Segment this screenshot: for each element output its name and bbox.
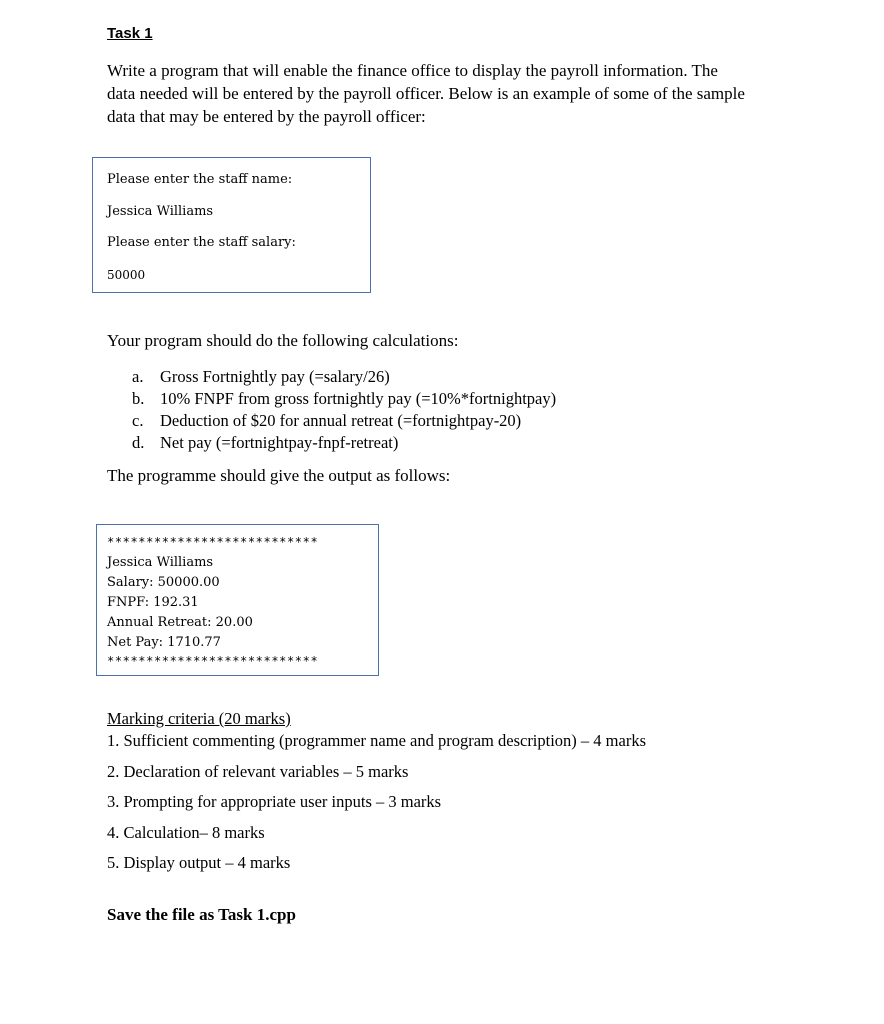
criteria-item: 4. Calculation– 8 marks	[107, 823, 265, 842]
save-file-note: Save the file as Task 1.cpp	[107, 905, 296, 924]
output-intro: The programme should give the output as follows:	[107, 466, 451, 485]
intro-paragraph	[107, 59, 797, 128]
output-line-name: Jessica Williams	[107, 555, 214, 570]
criteria-item: 5. Display output – 4 marks	[107, 853, 291, 872]
calculations-list	[132, 366, 556, 454]
input-value-name: Jessica Williams	[107, 204, 214, 219]
output-line-salary: Salary: 50000.00	[107, 575, 220, 590]
list-item-text: Gross Fortnightly pay (=salary/26)	[160, 367, 390, 386]
list-item	[132, 432, 556, 454]
output-stars-bottom: ***************************	[107, 654, 319, 668]
list-marker: d.	[132, 433, 145, 452]
criteria-item: 2. Declaration of relevant variables – 5 marks	[107, 762, 409, 781]
list-item-text: Net pay (=fortnightpay-fnpf-retreat)	[160, 433, 399, 452]
output-line-retreat: Annual Retreat: 20.00	[107, 615, 253, 630]
list-item-text: 10% FNPF from gross fortnightly pay (=10%*fortnightpay)	[160, 389, 557, 408]
output-line-netpay: Net Pay: 1710.77	[107, 635, 221, 650]
list-item	[132, 410, 556, 432]
input-prompt-name: Please enter the staff name:	[107, 172, 293, 187]
input-value-salary: 50000	[107, 268, 146, 282]
sample-input-box	[92, 157, 371, 293]
list-item	[132, 366, 556, 388]
sample-output-box	[96, 524, 379, 676]
criteria-item: 1. Sufficient commenting (programmer name and program description) – 4 marks	[107, 731, 647, 750]
output-line-fnpf: FNPF: 192.31	[107, 595, 199, 610]
output-stars-top: ***************************	[107, 535, 319, 549]
calculations-intro: Your program should do the following calculations:	[107, 331, 459, 350]
intro-line: data that may be entered by the payroll officer:	[107, 107, 426, 126]
input-prompt-salary: Please enter the staff salary:	[107, 235, 296, 250]
task-title: Task 1	[107, 25, 153, 42]
list-item-text: Deduction of $20 for annual retreat (=fortnightpay-20)	[160, 411, 522, 430]
marking-criteria-title: Marking criteria (20 marks)	[107, 709, 291, 728]
list-marker: c.	[132, 411, 144, 430]
list-marker: b.	[132, 389, 145, 408]
list-item	[132, 388, 556, 410]
list-marker: a.	[132, 367, 144, 386]
criteria-item: 3. Prompting for appropriate user inputs – 3 marks	[107, 792, 442, 811]
intro-line: Write a program that will enable the finance office to display the payroll information. The	[107, 61, 718, 80]
intro-line: data needed will be entered by the payroll officer. Below is an example of some of the sample	[107, 84, 745, 103]
